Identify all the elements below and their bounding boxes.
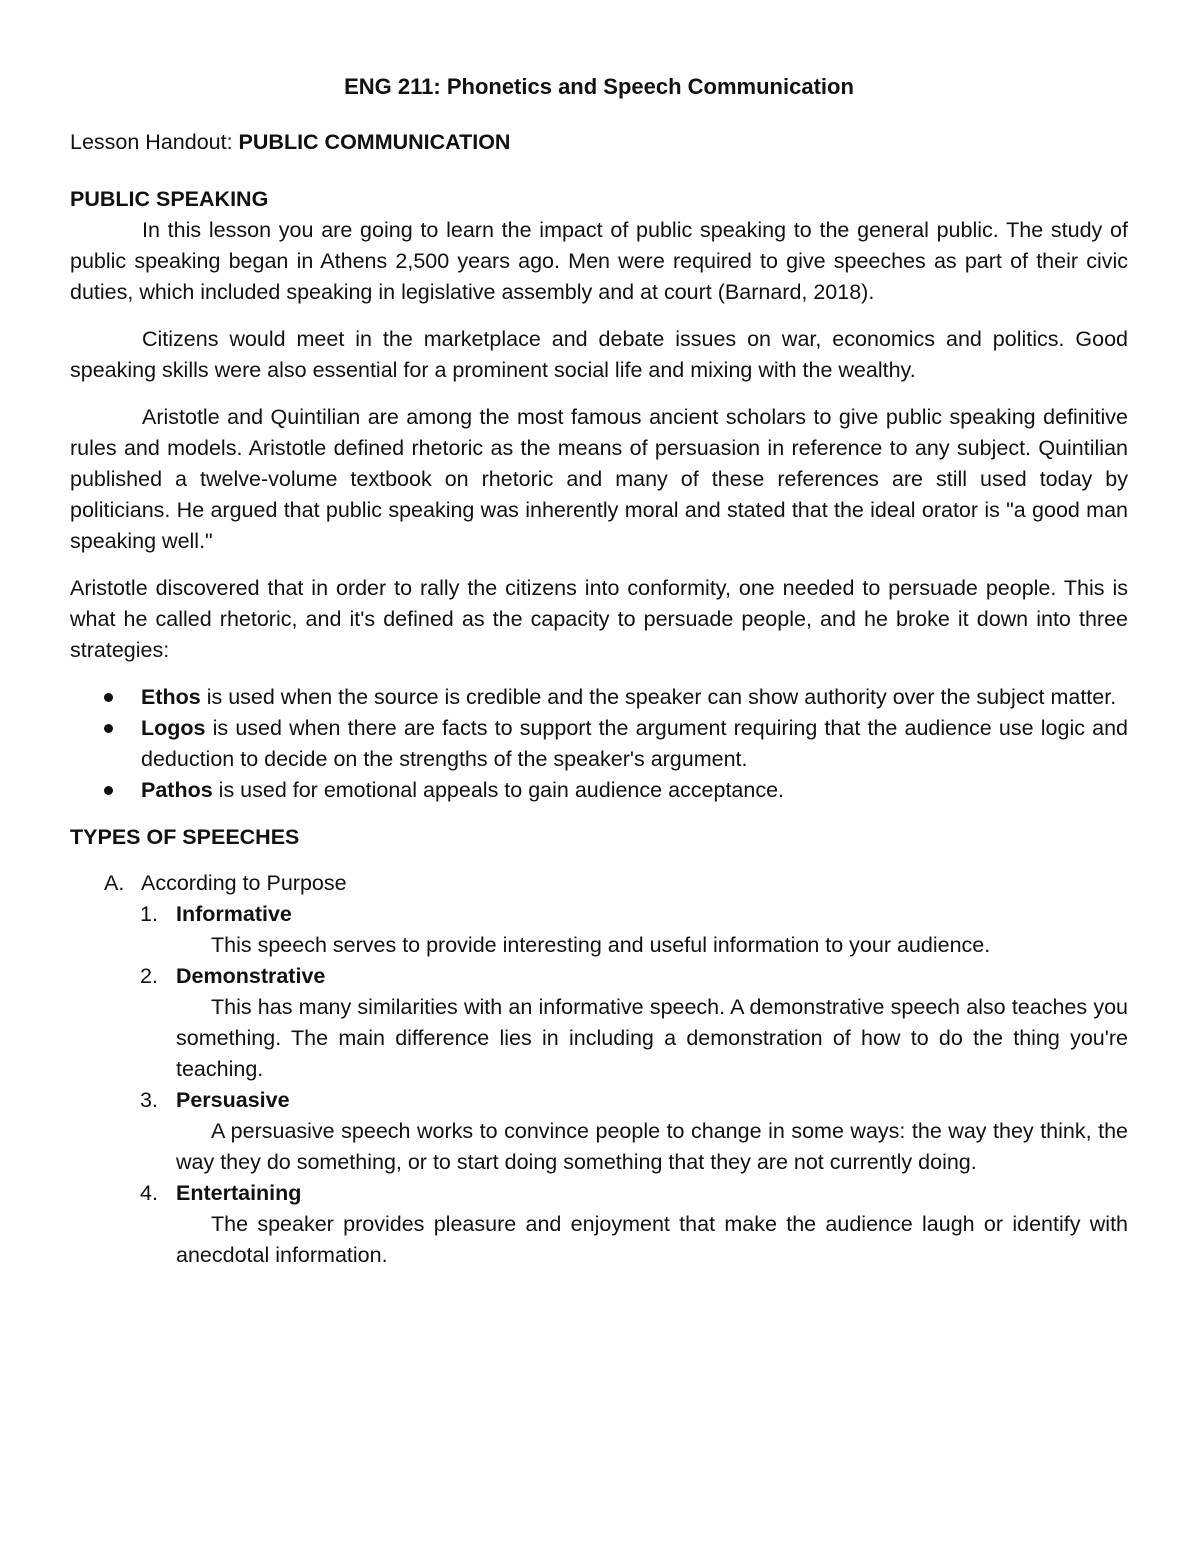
- speech-type-name: Entertaining: [176, 1181, 302, 1205]
- strategy-term: Logos: [141, 716, 206, 740]
- section-heading-types-of-speeches: TYPES OF SPEECHES: [70, 825, 300, 849]
- speech-type-name: Persuasive: [176, 1088, 290, 1112]
- strategy-text: is used for emotional appeals to gain audience acceptance.: [212, 778, 785, 802]
- bullet-icon: [104, 693, 113, 702]
- strategy-term: Ethos: [141, 685, 201, 709]
- handout-label: Lesson Handout:: [70, 130, 239, 154]
- list-item: [70, 682, 1128, 713]
- speech-type-name: Demonstrative: [176, 964, 326, 988]
- group-label-text: According to Purpose: [141, 871, 347, 895]
- body-paragraph: Aristotle discovered that in order to rally the citizens into conformity, one needed to persuade people. This is what he called rhetoric, and it's defined as the capacity to persuade people, and he broke it down into three strategies:: [70, 576, 1128, 662]
- handout-line: [70, 127, 1128, 158]
- item-number: 2.: [140, 964, 158, 988]
- body-paragraph: In this lesson you are going to learn the impact of public speaking to the general public. The study of public speaking began in Athens 2,500 years ago. Men were required to give speeches as part of their civic duties, which included speaking in legislative assembly and at court (Barnard, 2018).: [70, 218, 1128, 304]
- section-heading-public-speaking: PUBLIC SPEAKING: [70, 187, 269, 211]
- speech-type-description: The speaker provides pleasure and enjoyment that make the audience laugh or identify with anecdotal information.: [176, 1212, 1128, 1267]
- speech-type-description: This has many similarities with an informative speech. A demonstrative speech also teaches you something. The main difference lies in including a demonstration of how to do the thing you're teaching.: [176, 995, 1128, 1081]
- strategies-list: [70, 682, 1128, 806]
- strategy-term: Pathos: [141, 778, 213, 802]
- course-title: ENG 211: Phonetics and Speech Communication: [344, 74, 854, 99]
- strategy-text: is used when the source is credible and the speaker can show authority over the subject matter.: [200, 685, 1117, 709]
- list-item: [70, 1178, 1128, 1271]
- document-page: [70, 60, 1128, 1271]
- item-number: 1.: [140, 902, 158, 926]
- list-item: [70, 775, 1128, 806]
- speech-type-name: Informative: [176, 902, 292, 926]
- list-item: [70, 1085, 1128, 1178]
- list-item: [70, 713, 1128, 775]
- group-label: [70, 868, 1128, 899]
- strategy-text: is used when there are facts to support the argument requiring that the audience use logic and deduction to decide on the strengths of the speaker's argument.: [141, 716, 1128, 771]
- speech-type-description: This speech serves to provide interesting and useful information to your audience.: [211, 933, 991, 957]
- item-number: 4.: [140, 1181, 158, 1205]
- body-paragraph: Citizens would meet in the marketplace and debate issues on war, economics and politics. Good speaking skills were also essential for a prominent social life and mixing with the wealthy.: [70, 327, 1128, 382]
- speech-types-list: [70, 899, 1128, 1271]
- list-item: [70, 899, 1128, 961]
- bullet-icon: [104, 786, 113, 795]
- bullet-icon: [104, 724, 113, 733]
- group-marker: A.: [104, 871, 125, 895]
- body-paragraph: Aristotle and Quintilian are among the most famous ancient scholars to give public speaking definitive rules and models. Aristotle defined rhetoric as the means of persuasion in reference to any subject. Quintilian published a twelve-volume textbook on rhetoric and many of these references are still used today by politicians. He argued that public speaking was inherently moral and stated that the ideal orator is "a good man speaking well.": [70, 405, 1128, 553]
- list-item: [70, 961, 1128, 1085]
- speech-type-description: A persuasive speech works to convince people to change in some ways: the way they think, the way they do something, or to start doing something that they are not currently doing.: [176, 1119, 1128, 1174]
- item-number: 3.: [140, 1088, 158, 1112]
- handout-title: PUBLIC COMMUNICATION: [238, 130, 511, 154]
